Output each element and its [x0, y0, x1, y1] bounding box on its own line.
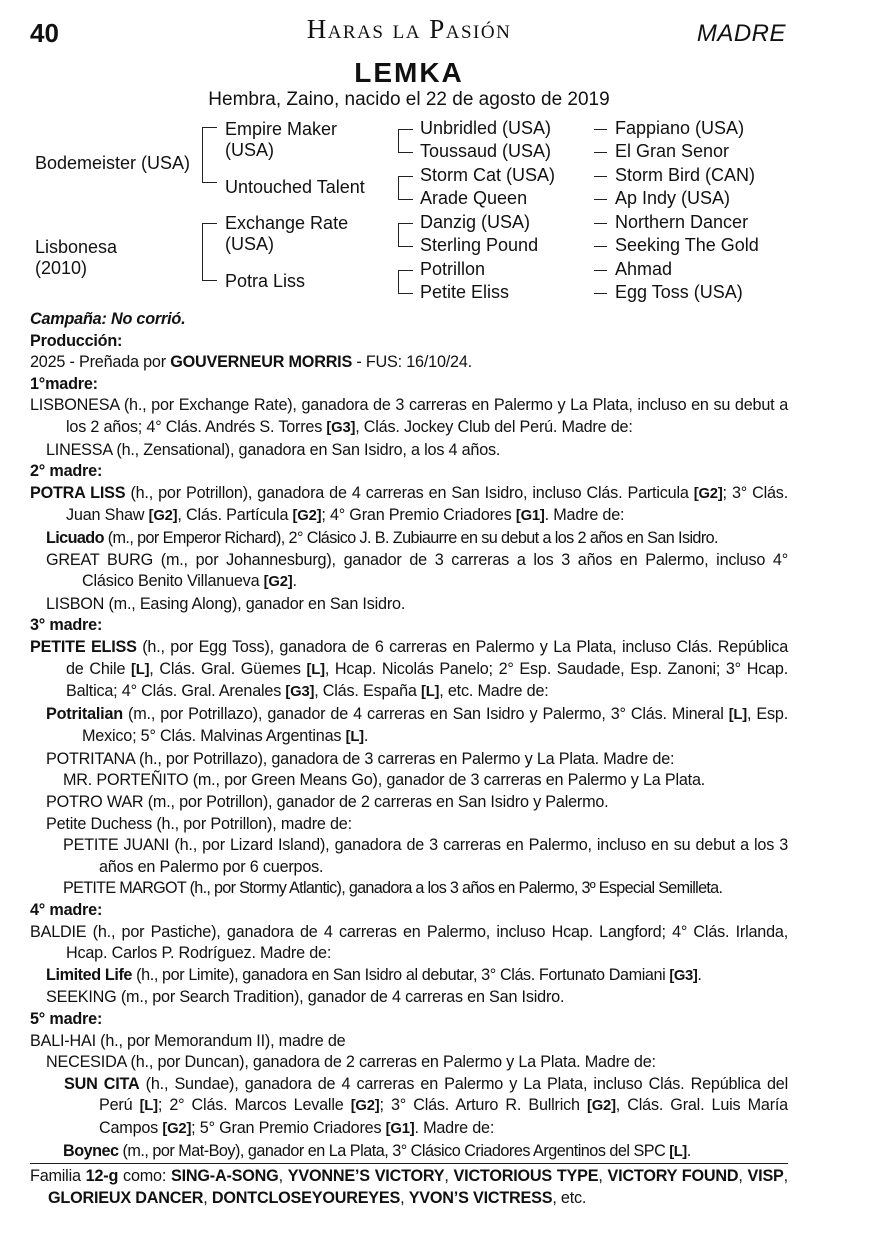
second-dam-entry: POTRA LISS (h., por Potrillon), ganadora de 4 carreras en San Isidro, incluso Clás. Particula [G2]; 3° Clás. Juan Shaw [G2], Clás. Partícula [G2]; 4° Gran Premio Criadores [G1]. Madre de:	[30, 483, 788, 525]
bracket-g3-3	[398, 223, 413, 247]
produce-petite-juani: PETITE JUANI (h., por Lizard Island), ganadora de 3 carreras en Palermo, incluso en su debut a los 3 años en Palermo por 6 cuerpos.	[63, 836, 788, 876]
produce-petite-margot: PETITE MARGOT (h., por Stormy Atlantic), ganadora a los 3 años en Palermo, 3º Especial Semilleta.	[63, 879, 723, 898]
first-dam-produce-linessa: LINESSA (h., Zensational), ganadora en San Isidro, a los 4 años.	[46, 440, 501, 459]
dash-g4-6	[594, 246, 607, 247]
produce-great-burg: GREAT BURG (m., por Johannesburg), ganador de 3 carreras a los 3 años en Palermo, incluso 4° Clásico Benito Villanueva [G2].	[46, 550, 788, 591]
dash-g4-5	[594, 223, 607, 224]
pedigree-dam: Lisbonesa (2010)	[35, 237, 118, 278]
horse-name: LEMKA	[354, 57, 464, 88]
pedigree-g3-1: Unbridled (USA)	[420, 118, 552, 138]
produce-lisbon: LISBON (m., Easing Along), ganador en San Isidro.	[46, 594, 406, 613]
bracket-sire	[202, 127, 217, 183]
first-dam-entry: LISBONESA (h., por Exchange Rate), ganadora de 3 carreras en Palermo y La Plata, incluso en su debut a los 2 años; 4° Clás. Andrés S. Torres [G3], Clás. Jockey Club del Perú. Madre de:	[30, 396, 788, 436]
production-heading: Producción:	[30, 331, 123, 350]
pedigree-g4-1: Fappiano (USA)	[615, 118, 745, 138]
pedigree-g4-6: Seeking The Gold	[615, 235, 759, 255]
dash-g4-3	[594, 176, 607, 177]
pedigree-g3-7: Potrillon	[420, 259, 486, 279]
page-number: 40	[30, 18, 59, 48]
pedigree-dam-sire: Exchange Rate (USA)	[225, 213, 349, 254]
bracket-g3-1	[398, 129, 413, 153]
family-line: Familia 12-g como: SING-A-SONG, YVONNE’S VICTORY, VICTORIOUS TYPE, VICTORY FOUND, VISP, GLORIEUX DANCER, DONTCLOSEYOUREYES, YVON’S VICTRESS, etc.	[30, 1163, 788, 1209]
produce-mr-portenito: MR. PORTEÑITO (m., por Green Means Go), ganador de 3 carreras en Palermo y La Plata.	[63, 771, 706, 790]
pedigree-g4-7: Ahmad	[615, 259, 673, 279]
fourth-dam-entry: BALDIE (h., por Pastiche), ganadora de 4 carreras en Palermo, incluso Hcap. Langford; 4° Clás. Irlanda, Hcap. Carlos P. Rodríguez. Madre de:	[30, 922, 788, 963]
breeder-name: Haras la Pasión	[306, 14, 512, 44]
pedigree-chart	[30, 113, 788, 301]
pedigree-g3-8: Petite Eliss	[420, 282, 510, 302]
horse-description: Hembra, Zaino, nacido el 22 de agosto de 2019	[208, 89, 610, 110]
dash-g4-4	[594, 199, 607, 200]
produce-record	[30, 309, 788, 1209]
pedigree-g3-2: Toussaud (USA)	[420, 141, 552, 161]
pedigree-dam-dam: Potra Liss	[225, 271, 306, 291]
third-dam-heading: 3° madre:	[30, 616, 103, 635]
fourth-dam-heading: 4° madre:	[30, 901, 103, 920]
pedigree-sire: Bodemeister (USA)	[35, 153, 191, 173]
page-header	[30, 14, 788, 48]
dash-g4-7	[594, 270, 607, 271]
produce-seeking: SEEKING (m., por Search Tradition), ganador de 4 carreras en San Isidro.	[46, 988, 565, 1007]
fifth-dam-heading: 5° madre:	[30, 1010, 103, 1028]
pedigree-g4-8: Egg Toss (USA)	[615, 282, 743, 302]
pedigree-g4-4: Ap Indy (USA)	[615, 188, 731, 208]
pedigree-g3-6: Sterling Pound	[420, 235, 539, 255]
second-dam-heading: 2° madre:	[30, 462, 103, 481]
pedigree-g4-3: Storm Bird (CAN)	[615, 165, 756, 185]
produce-boynec: Boynec (m., por Mat-Boy), ganador en La Plata, 3° Clásico Criadores Argentinos del SPC [L].	[63, 1141, 691, 1160]
pedigree-g3-5: Danzig (USA)	[420, 212, 531, 232]
produce-sun-cita: SUN CITA (h., Sundae), ganadora de 4 carreras en Palermo y La Plata, incluso Clás. República del Perú [L]; 2° Clás. Marcos Levalle [G2]; 3° Clás. Arturo R. Bullrich [G2], Clás. Gral. Luis María Campos [G2]; 5° Gran Premio Criadores [G1]. Madre de:	[64, 1074, 788, 1137]
produce-limited-life: Limited Life (h., por Limite), ganadora en San Isidro al debutar, 3° Clás. Fortunato Damiani [G3].	[46, 965, 702, 984]
produce-licuado: Licuado (m., por Emperor Richard), 2° Clásico J. B. Zubiaurre en su debut a los 2 años en San Isidro.	[46, 528, 718, 547]
produce-potritana: POTRITANA (h., por Potrillazo), ganadora de 3 carreras en Palermo y La Plata. Madre de:	[46, 749, 675, 768]
catalog-page	[30, 14, 788, 1209]
third-dam-entry: PETITE ELISS (h., por Egg Toss), ganadora de 6 carreras en Palermo y La Plata, incluso Clás. República de Chile [L], Clás. Gral. Güemes [L], Hcap. Nicolás Panelo; 2° Esp. Saudade, Esp. Zanoni; 3° Hcap. Baltica; 4° Clás. Gral. Arenales [G3], Clás. España [L], etc. Madre de:	[30, 637, 788, 701]
produce-petite-duchess: Petite Duchess (h., por Potrillon), madre de:	[46, 814, 352, 833]
pedigree-sire-sire: Empire Maker (USA)	[225, 119, 338, 160]
dash-g4-8	[594, 293, 607, 294]
produce-potritalian: Potritalian (m., por Potrillazo), ganador de 4 carreras en San Isidro y Palermo, 3° Clás. Mineral [L], Esp. Mexico; 5° Clás. Malvinas Argentinas [L].	[46, 704, 788, 746]
dash-g4-2	[594, 152, 607, 153]
production-line: 2025 - Preñada por GOUVERNEUR MORRIS - FUS: 16/10/24.	[30, 353, 472, 372]
pedigree-sire-dam: Untouched Talent	[225, 177, 365, 197]
first-dam-heading: 1°madre:	[30, 374, 98, 393]
campaign-line: Campaña: No corrió.	[30, 310, 186, 328]
pedigree-g3-3: Storm Cat (USA)	[420, 165, 556, 185]
bracket-dam	[202, 223, 217, 281]
fifth-dam-entry: BALI-HAI (h., por Memorandum II), madre de	[30, 1031, 346, 1050]
pedigree-g3-4: Arade Queen	[420, 188, 528, 208]
pedigree-g4-5: Northern Dancer	[615, 212, 749, 232]
produce-necesida: NECESIDA (h., por Duncan), ganadora de 2 carreras en Palermo y La Plata. Madre de:	[46, 1053, 656, 1072]
bracket-g3-4	[398, 270, 413, 294]
bracket-g3-2	[398, 176, 413, 200]
dash-g4-1	[594, 129, 607, 130]
pedigree-g4-2: El Gran Senor	[615, 141, 730, 161]
produce-potro-war: POTRO WAR (m., por Potrillon), ganador de 2 carreras en San Isidro y Palermo.	[46, 793, 609, 812]
section-label: MADRE	[696, 20, 786, 47]
